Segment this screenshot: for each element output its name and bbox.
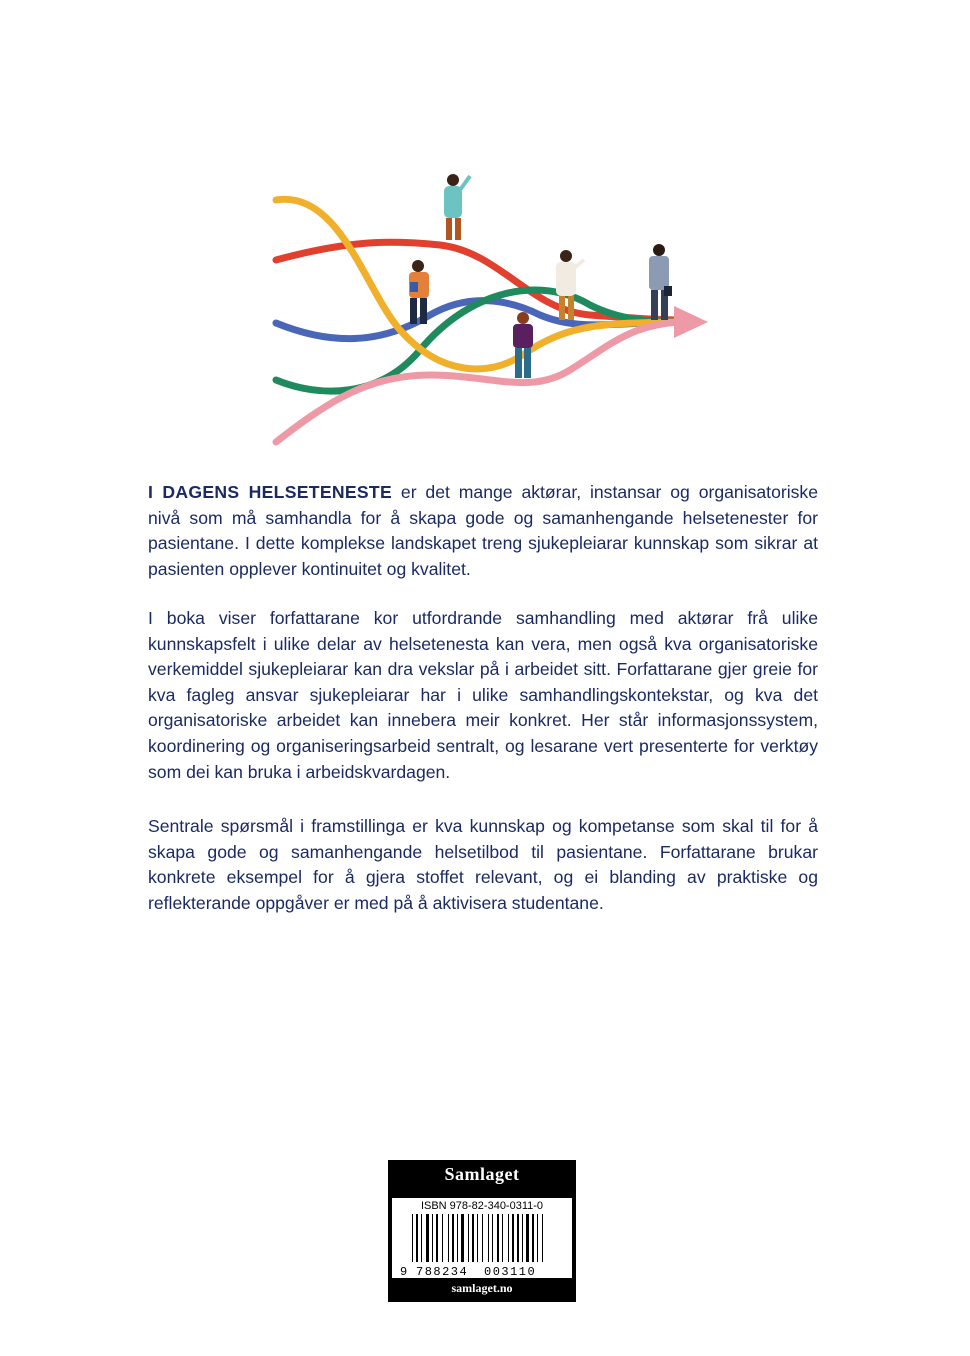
yellow-wave-line: [276, 199, 680, 369]
barcode-bar: [412, 1214, 413, 1262]
barcode-bar: [426, 1214, 429, 1262]
barcode-bar: [436, 1214, 438, 1262]
blurb-paragraph-1-text: er det mange aktørar, instansar og organisatoriske nivå som må samhandla for å skapa gode og samanhengande helsetenester for pasientane. I dette komplekse landskapet treng sjukepleiarar kunnskap som sikrar at pasienten opplever kontinuitet og kvalitet.: [148, 482, 818, 579]
barcode-digits-right: 003110: [484, 1265, 537, 1278]
barcode-bar: [512, 1214, 514, 1262]
barcode-digits-left: 788234: [416, 1265, 469, 1278]
red-wave-line: [276, 242, 680, 320]
barcode-bar: [442, 1214, 443, 1262]
person-nurse-icon: [513, 312, 533, 378]
barcode-bar: [468, 1214, 469, 1262]
barcode-bar: [488, 1214, 489, 1262]
barcode-block: [388, 1160, 576, 1302]
barcode-bar: [502, 1214, 503, 1262]
barcode-bar: [537, 1214, 538, 1262]
barcode-bar: [477, 1214, 478, 1262]
barcode-panel: [392, 1198, 572, 1278]
person-scientist-icon: [444, 174, 470, 240]
barcode-bar: [508, 1214, 509, 1262]
publisher-website: samlaget.no: [451, 1281, 513, 1295]
barcode-bar: [432, 1214, 433, 1262]
blurb-paragraph-2: I boka viser forfattarane kor utfordrande samhandling med aktørar frå ulike kunnskapsfelt i ulike delar av helsetenesta kan vera, men også kva organisatoriske verkemiddel sjukepleiarar kan dra vekslar på i arbeidet sitt. Forfattarane gjer greie for kva fagleg ansvar sjukepleiarar har i ulike samhandlingskontekstar, og kva det organisatoriske arbeidet kan innebera meir konkret. Her står informasjonssystem, koordinering og organiseringsarbeid sentralt, og lesarane vert presenterte for verktøy som dei kan bruka i arbeidskvardagen.: [148, 608, 818, 782]
barcode-icon: [392, 1198, 572, 1278]
barcode-bar: [461, 1214, 464, 1262]
publisher-logo: Samlaget: [444, 1164, 520, 1184]
flow-illustration: [270, 160, 720, 460]
barcode-bar: [497, 1214, 499, 1262]
barcode-bar: [472, 1214, 474, 1262]
barcode-bar: [522, 1214, 523, 1262]
barcode-bar: [492, 1214, 493, 1262]
barcode-bar: [457, 1214, 458, 1262]
arrow-head-icon: [674, 306, 708, 338]
barcode-bar: [452, 1214, 454, 1262]
blurb-paragraph-1: [148, 480, 818, 582]
barcode-bar: [416, 1214, 418, 1262]
barcode-bar: [421, 1214, 422, 1262]
barcode-bar: [517, 1214, 519, 1262]
blurb-lead-heading: I DAGENS HELSETENESTE: [148, 482, 393, 502]
barcode-bar: [448, 1214, 449, 1262]
barcode-bar: [526, 1214, 529, 1262]
barcode-bar: [542, 1214, 543, 1262]
isbn-label: ISBN 978-82-340-0311-0: [420, 1200, 544, 1212]
barcode-digit-first: 9: [400, 1265, 408, 1278]
person-suit-icon: [649, 244, 672, 320]
person-orange-shirt-icon: [409, 260, 429, 324]
barcode-bar: [532, 1214, 534, 1262]
person-doctor-icon: [556, 250, 584, 320]
barcode-bar: [482, 1214, 483, 1262]
blurb-paragraph-3: Sentrale spørsmål i framstillinga er kva kunnskap og kompetanse som skal til for å skapa gode og samanhengande helsetilbod til pasientane. Forfattarane brukar konkrete eksempel for å gjera stoffet relevant, og ei blanding av praktiske og reflekterande oppgåver er med på å aktivisera studentane.: [148, 816, 818, 913]
